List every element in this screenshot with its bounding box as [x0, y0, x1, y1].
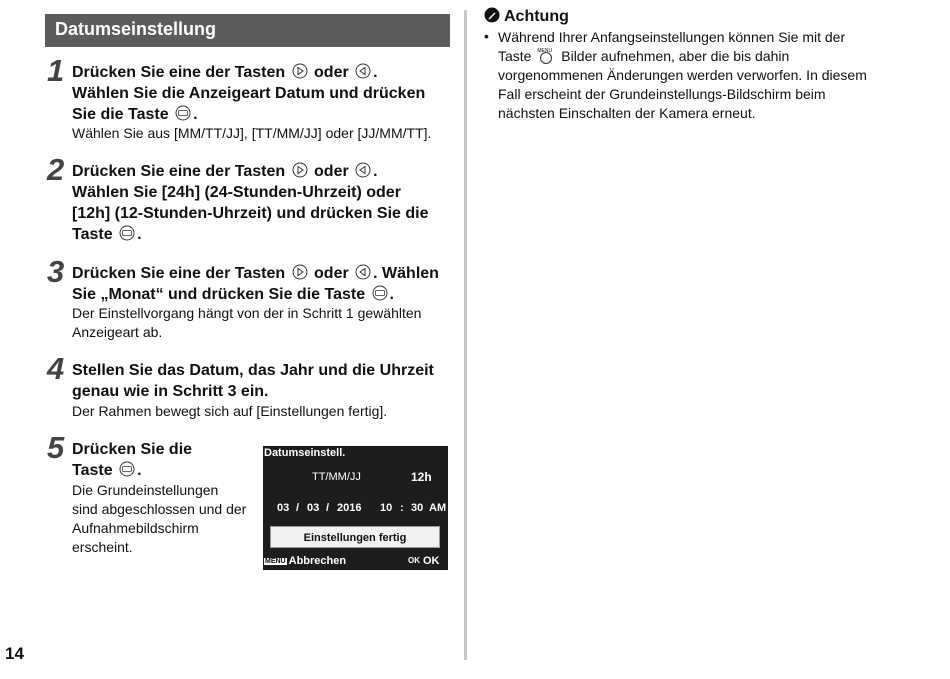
left-arrow-button-icon — [355, 162, 371, 178]
step-1-title — [72, 62, 425, 125]
step-2-line3: [12h] (12-Stunden-Uhrzeit) und drücken Sie die — [72, 205, 429, 222]
caution-icon — [484, 7, 500, 23]
step-4-line2: genau wie in Schritt 3 ein. — [72, 383, 269, 400]
caution-line4: Fall erscheint der Grundeinstellungs-Bildschirm beim — [498, 86, 826, 102]
step-3-desc — [72, 304, 421, 342]
menu-button-label: MENU — [537, 48, 553, 54]
page-number: 14 — [5, 644, 24, 663]
date-separator-1: / — [296, 502, 300, 514]
step-5-desc-line2: sind abgeschlossen und der — [72, 501, 247, 517]
step-3-line2b: . — [389, 286, 394, 303]
ok-label: OK — [423, 555, 440, 567]
caution-heading — [484, 7, 569, 26]
step-1-line1b: oder — [314, 64, 349, 81]
caution-line2a: Taste — [498, 48, 532, 64]
ampm-value: AM — [429, 502, 447, 514]
menu-button-icon — [535, 48, 557, 64]
step-2-line4a: Taste — [72, 226, 113, 243]
left-arrow-button-icon — [355, 264, 371, 280]
menu-tag: MENU — [265, 558, 286, 565]
step-5-line2a: Taste — [72, 462, 113, 479]
caution-bullet: • — [484, 28, 489, 44]
hour-mode-value: 12h — [411, 470, 432, 484]
step-number-1: 1 — [47, 53, 65, 88]
step-number-3: 3 — [47, 254, 65, 289]
step-5-line1: Drücken Sie die — [72, 441, 193, 458]
step-1-desc: Wählen Sie aus [MM/TT/JJ], [TT/MM/JJ] oder [JJ/MM/TT]. — [72, 125, 432, 141]
step-2-line4b: . — [137, 226, 142, 243]
left-arrow-button-icon — [355, 63, 371, 79]
step-3-title — [72, 263, 439, 305]
step-3-desc-line1: Der Einstellvorgang hängt von der in Schritt 1 gewählten — [72, 305, 422, 321]
time-separator: : — [400, 502, 404, 514]
page-title: Datumseinstellung — [55, 19, 217, 39]
column-divider — [464, 10, 467, 660]
step-4-desc: Der Rahmen bewegt sich auf [Einstellungen fertig]. — [72, 403, 388, 419]
caution-title: Achtung — [504, 8, 569, 25]
step-1-line2: Wählen Sie die Anzeigeart Datum und drücken — [72, 85, 426, 102]
caution-line3: vorgenommenen Änderungen werden verworfen. In diesem — [498, 67, 867, 83]
step-1-line1c: . — [373, 64, 378, 81]
ok-button-icon — [175, 105, 191, 121]
step-3-line1b: oder — [314, 265, 349, 282]
caution-line1: Während Ihrer Anfangseinstellungen können Sie mit der — [498, 29, 846, 45]
minute-value: 30 — [411, 502, 424, 514]
step-2-line1c: . — [373, 163, 378, 180]
caution-line5: nächsten Einschalten der Kamera erneut. — [498, 105, 756, 121]
step-1-line1a: Drücken Sie eine der Tasten — [72, 64, 286, 81]
step-2-line1a: Drücken Sie eine der Tasten — [72, 163, 286, 180]
ok-tag: OK — [408, 556, 420, 565]
month-value: 03 — [307, 502, 320, 514]
year-value: 2016 — [337, 502, 362, 514]
step-number-5: 5 — [47, 430, 65, 465]
ok-button-icon — [372, 285, 388, 301]
right-arrow-button-icon — [292, 264, 308, 280]
step-1-line3a: Sie die Taste — [72, 106, 169, 123]
step-5-desc-line1: Die Grundeinstellungen — [72, 482, 219, 498]
camera-date-settings-screen — [263, 446, 448, 570]
step-2-line1b: oder — [314, 163, 349, 180]
step-number-4: 4 — [47, 351, 65, 386]
hour-value: 10 — [380, 502, 393, 514]
step-1-line3b: . — [193, 106, 198, 123]
section-header — [45, 14, 450, 47]
step-2-line2: Wählen Sie [24h] (24-Stunden-Uhrzeit) oder — [72, 184, 401, 201]
right-arrow-button-icon — [292, 63, 308, 79]
step-5-desc-line3: Aufnahmebildschirm — [72, 520, 199, 536]
step-2-title — [72, 161, 428, 245]
step-3-line1c: . Wählen — [373, 265, 439, 282]
camera-screen-title: Datumseinstell. — [264, 447, 346, 459]
date-format-value: TT/MM/JJ — [312, 471, 361, 483]
step-3-line1a: Drücken Sie eine der Tasten — [72, 265, 286, 282]
step-5-line2b: . — [137, 462, 142, 479]
date-separator-2: / — [326, 502, 330, 514]
step-4-title — [72, 360, 434, 402]
cancel-hint — [264, 555, 346, 567]
step-5-desc-line4: erscheint. — [72, 539, 133, 555]
ok-hint — [407, 555, 440, 567]
step-4-line1: Stellen Sie das Datum, das Jahr und die Uhrzeit — [72, 362, 434, 379]
step-3-line2a: Sie „Monat“ und drücken Sie die Taste — [72, 286, 366, 303]
step-5-desc — [72, 481, 246, 557]
ok-button-icon — [119, 225, 135, 241]
right-arrow-button-icon — [292, 162, 308, 178]
step-5-title — [72, 439, 192, 481]
caution-text — [498, 28, 898, 123]
caution-line2b: Bilder aufnehmen, aber die bis dahin — [561, 48, 790, 64]
settings-finished-button[interactable]: Einstellungen fertig — [270, 526, 440, 548]
step-3-desc-line2: Anzeigeart ab. — [72, 324, 163, 340]
ok-button-icon — [119, 461, 135, 477]
step-number-2: 2 — [47, 152, 65, 187]
day-value: 03 — [277, 502, 290, 514]
cancel-label: Abbrechen — [288, 555, 347, 567]
